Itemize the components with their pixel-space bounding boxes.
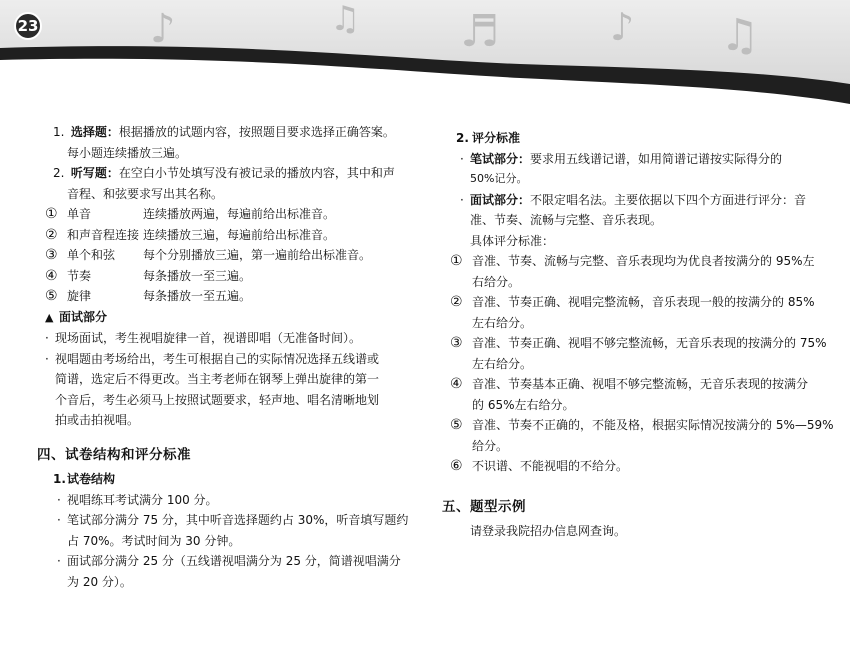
written-scoring: · 笔试部分：要求用五线谱记谱，如用简谱记谱按实际得分的 [460, 151, 783, 166]
section-5-text: 请登录我院招办信息网查询。 [470, 524, 627, 538]
svg-text:♫: ♫ [330, 0, 361, 39]
oral-scoring: · 面试部分：不限定唱名法。主要依据以下四个方面进行评分：音 [460, 192, 807, 207]
listen-item: ⑤ 旋律 每条播放一至五遍。 [45, 288, 252, 304]
scoring-standard-heading: 2. 评分标准 [456, 131, 521, 145]
left-column: 1. 选择题：根据播放的试题内容，按照题目要求选择正确答案。 每小题连续播放三遍。 2. 听写题：在空白小节处填写没有被记录的播放内容，其中和声 音程、和弦要求写出其名称。 ① 单音 连续播放两遍，每遍前给出标准音。 ② 和声音程连接 连续播放三遍，每遍前给出标准音。 ③ 单个和弦 每个分别播放三遍，第一遍前给出标准音。 ④ 节奏 每条播放一至三遍。 ⑤ 旋律 每条播放一至五遍。 ▲ 面试部分 · 现场面试，考生视唱旋律一首，视谱即唱（无准备时间）。 · 视唱题由考场给出，考生可根据自己的实际情况选择五线谱或 简谱，选定后不得更改。当主考老师在钢琴上弹出旋律的第一 个音后，考生必须马上按照试题要求，轻声地、唱名清晰地划 拍或击拍视唱。 四、试卷结构和评分标准 1.试卷结构 · 视唱练耳考试满分 100 分。 · 笔试部分满分 75 分，其中听音选择题约占 30%，听音填写题约 占 70%。考试时间为 30 分钟。 · 面试部分满分 25 分（五线谱视唱满分为 25 分，简谱视唱满分 为 20 分）。 [45, 122, 405, 592]
criteria-item: ② 音准、节奏正确、视唱完整流畅，音乐表现一般的按满分的 85% [450, 294, 815, 310]
svg-text:♪: ♪ [150, 6, 176, 52]
interview-heading: ▲ 面试部分 [45, 307, 405, 329]
criteria-item: ⑥ 不识谱、不能视唱的不给分。 [450, 458, 629, 474]
page-number-badge: 23 [14, 12, 42, 40]
bullet-item: · 视唱练耳考试满分 100 分。 [57, 492, 218, 507]
header-wave-banner [0, 0, 850, 110]
listen-item: ① 单音 连续播放两遍，每遍前给出标准音。 [45, 206, 336, 222]
svg-text:♪: ♪ [610, 5, 635, 49]
section-4-heading: 四、试卷结构和评分标准 [37, 446, 191, 463]
bullet-item: · 面试部分满分 25 分（五线谱视唱满分为 25 分，简谱视唱满分 [57, 554, 401, 568]
question-type-choice: 1. 选择题：根据播放的试题内容，按照题目要求选择正确答案。 [53, 125, 395, 139]
criteria-item: ⑤ 音准、节奏不正确的，不能及格，根据实际情况按满分的 5%—59% [450, 417, 834, 433]
criteria-item: ① 音准、节奏、流畅与完整、音乐表现均为优良者按满分的 95%左 [450, 253, 815, 269]
question-type-dictation: 2. 听写题：在空白小节处填写没有被记录的播放内容，其中和声 [53, 166, 395, 180]
right-column: 2. 评分标准 · 笔试部分：要求用五线谱记谱，如用简谱记谱按实际得分的 50%记分。 · 面试部分：不限定唱名法。主要依据以下四个方面进行评分：音 准、节奏、流畅与完整、音乐表现。 具体评分标准： ① 音准、节奏、流畅与完整、音乐表现均为优良者按满分的 95%左 右给分。 ② 音准、节奏正确、视唱完整流畅，音乐表现一般的按满分的 85% 左右给分。 ③ 音准、节奏正确、视唱不够完整流畅，无音乐表现的按满分的 75% 左右给分。 ④ 音准、节奏基本正确、视唱不够完整流畅，无音乐表现的按满分 的 65%左右给分。 ⑤ 音准、节奏不正确的，不能及格，根据实际情况按满分的 5%—59% 给分。 ⑥ 不识谱、不能视唱的不给分。 五、题型示例 请登录我院招办信息网查询。 [450, 128, 810, 542]
triangle-icon: ▲ [45, 310, 54, 324]
criteria-item: ③ 音准、节奏正确、视唱不够完整流畅，无音乐表现的按满分的 75% [450, 335, 827, 351]
bullet-item: · 视唱题由考场给出，考生可根据自己的实际情况选择五线谱或 [45, 351, 380, 366]
exam-structure-heading: 1.试卷结构 [53, 472, 116, 486]
bullet-item: · 现场面试，考生视唱旋律一首，视谱即唱（无准备时间）。 [45, 331, 362, 345]
listen-item: ④ 节奏 每条播放一至三遍。 [45, 267, 252, 284]
listen-item: ② 和声音程连接 连续播放三遍，每遍前给出标准音。 [45, 226, 336, 243]
svg-text:♬: ♬ [460, 6, 500, 57]
bullet-item: · 笔试部分满分 75 分，其中听音选择题约占 30%，听音填写题约 [57, 513, 409, 527]
svg-text:♫: ♫ [720, 10, 760, 61]
dictation-title: 听写题： [70, 166, 119, 180]
listen-item: ③ 单个和弦 每个分别播放三遍，第一遍前给出标准音。 [45, 247, 372, 263]
criteria-item: ④ 音准、节奏基本正确、视唱不够完整流畅，无音乐表现的按满分 [450, 376, 809, 392]
section-5-heading: 五、题型示例 [442, 498, 526, 515]
choice-title: 选择题： [70, 125, 119, 139]
